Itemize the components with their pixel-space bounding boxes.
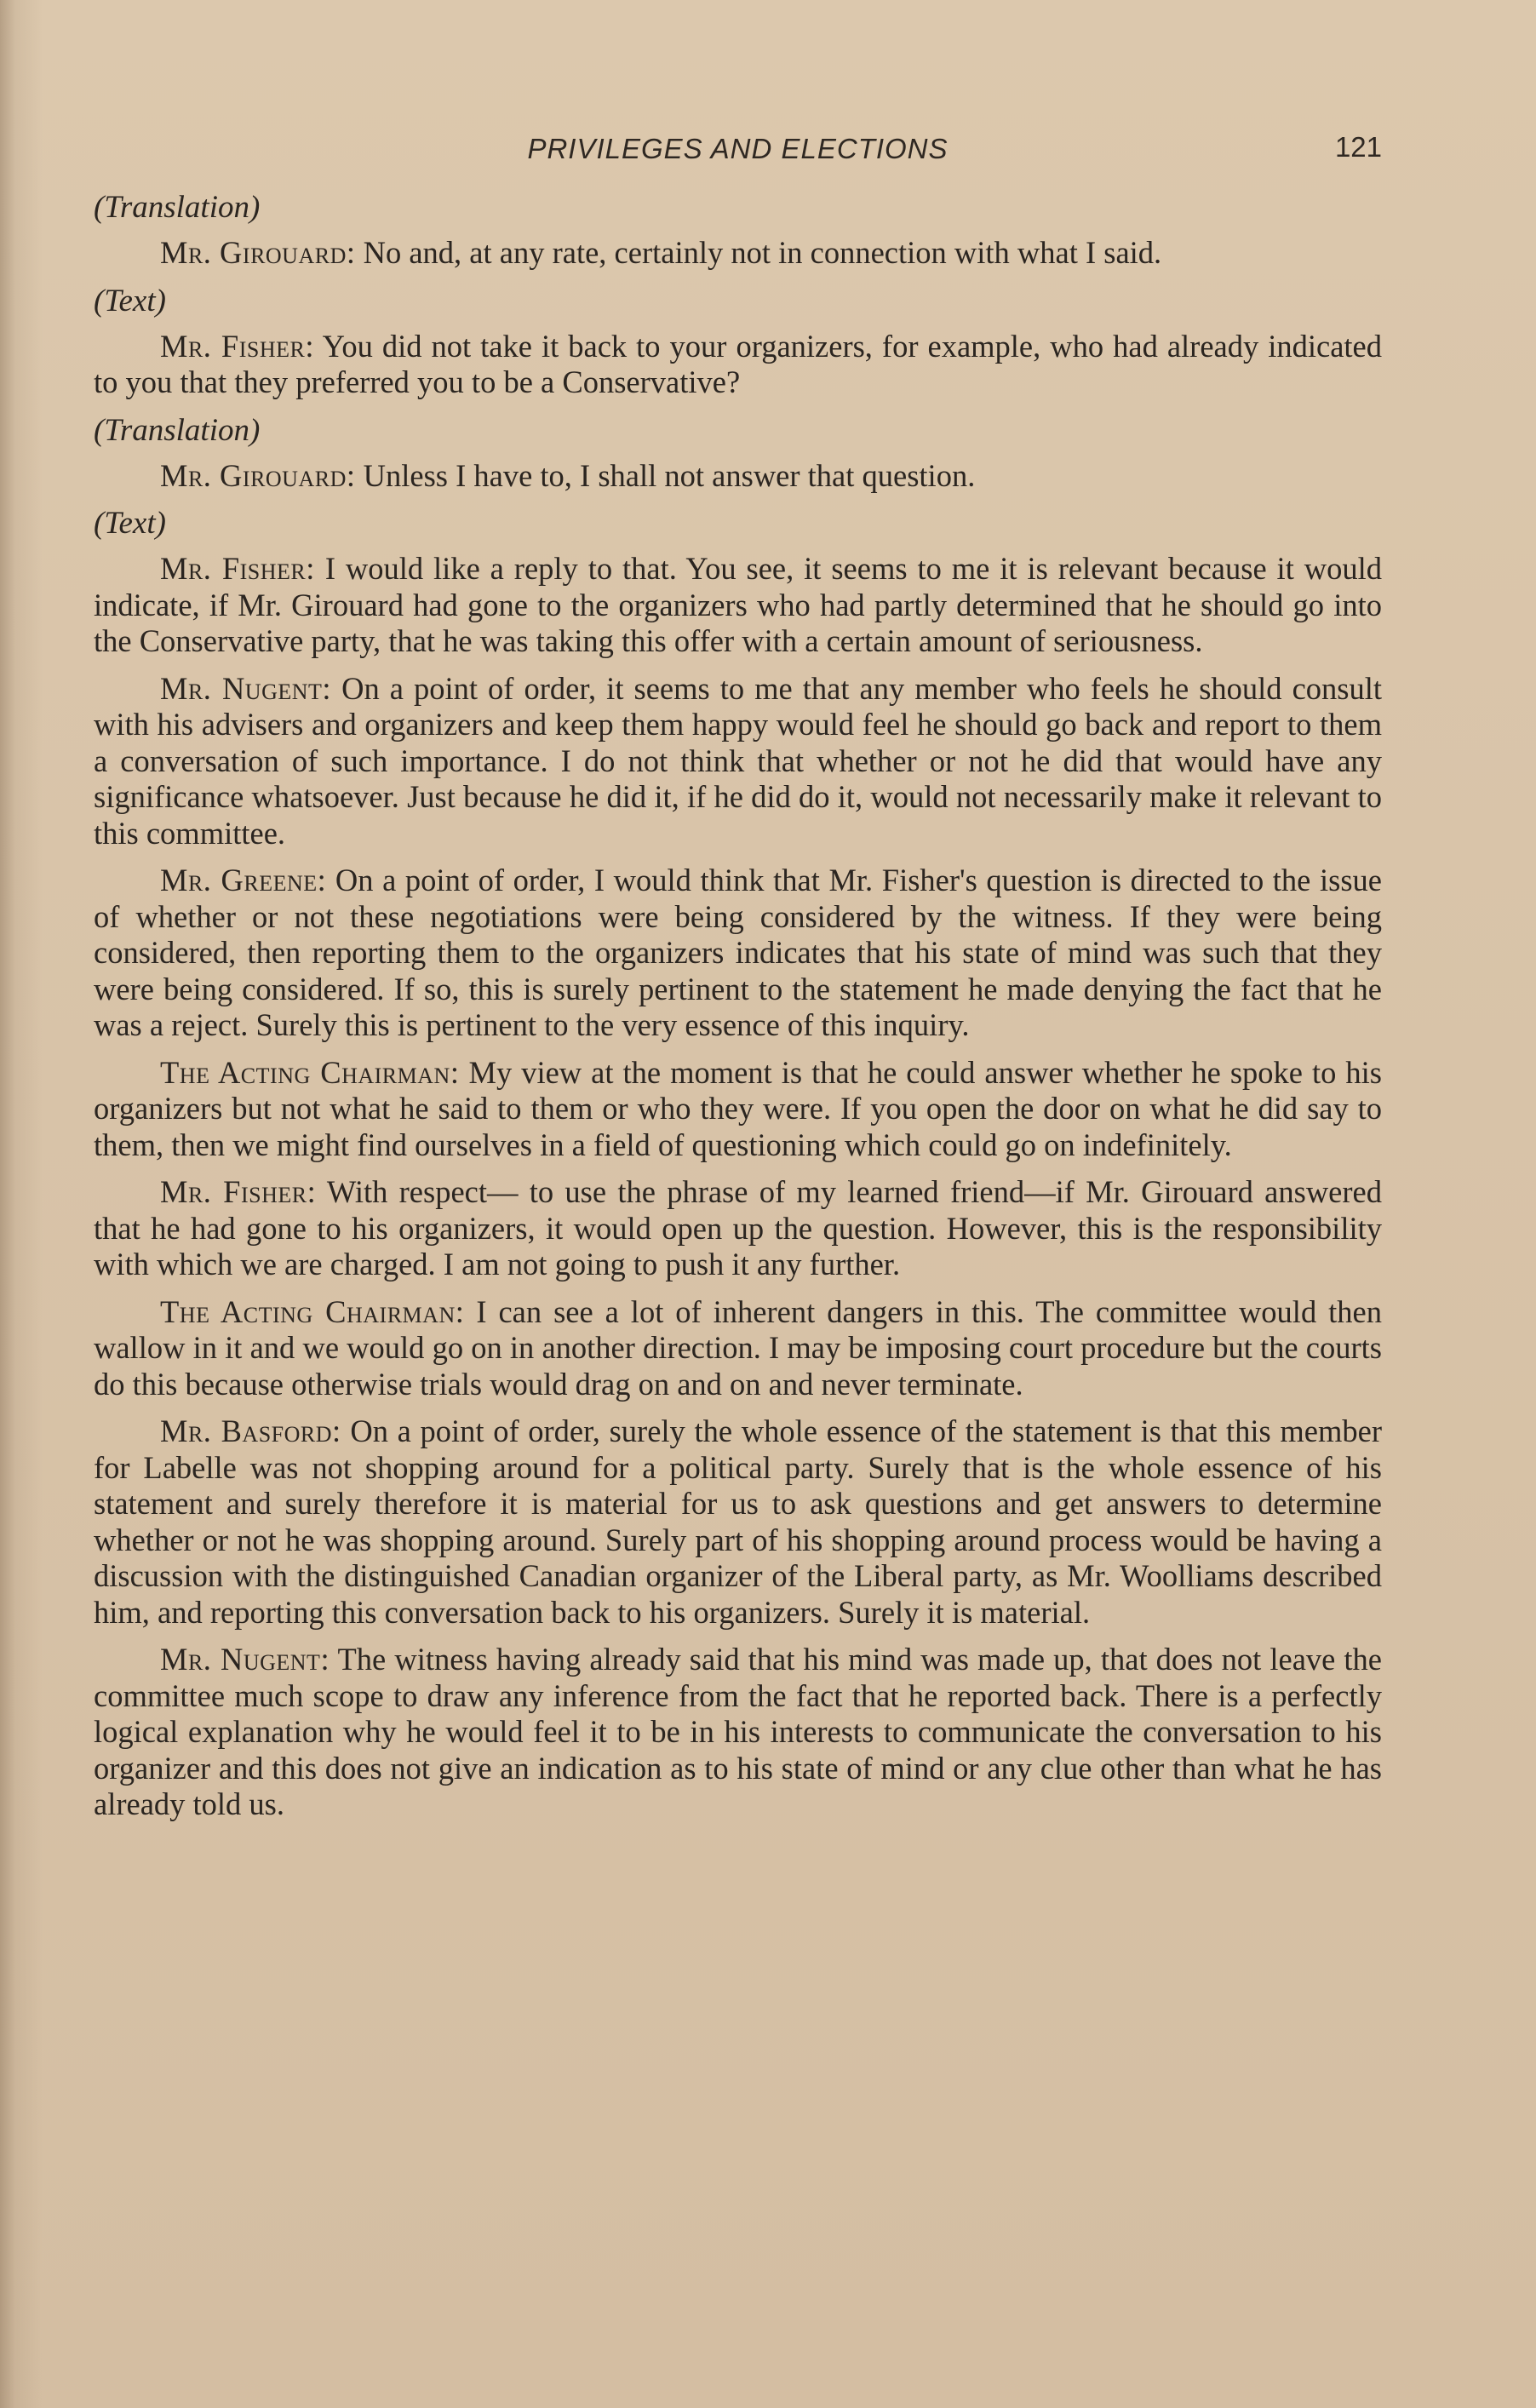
- speech-paragraph: [94, 1642, 1382, 1823]
- speech-text: On a point of order, surely the whole essence of the statement is that this member for Labelle was not shopping around for a political party. Surely that is the whole essence of his statement and surely therefore it is material for us to ask questions and get answers to determine whether or not he was shopping around. Surely part of his shopping around process would be having a discussion with the distinguished Canadian organizer of the Liberal party, as Mr. Woolliams described him, and reporting this conversation back to his organizers. Surely it is material.: [94, 1413, 1383, 1630]
- section-label: (Text): [94, 506, 166, 541]
- page-number: 121: [1334, 131, 1382, 163]
- speech-paragraph: [94, 458, 1382, 495]
- speech-text: The witness having already said that his mind was made up, that does not leave the committee much scope to draw any inference from the fact that he reported back. There is a perfectly logical explanation why he would feel it to be in his interests to communicate the conversation to his organizer and this does not give an indication as to his state of mind or any clue other than what he has already told us.: [94, 1642, 1383, 1821]
- speech-text: My view at the moment is that he could answer whether he spoke to his organizers but not what he said to them or who they were. If you open the door on what he did say to them, then we might find ourselves in a field of questioning which could go on indefinitely.: [94, 1054, 1382, 1162]
- speech-text: I can see a lot of inherent dangers in this. The committee would then wallow in it and we would go on in another direction. I may be imposing court procedure but the courts do this because otherwise trials would drag on and on and never terminate.: [94, 1293, 1382, 1402]
- speech-text: With respect— to use the phrase of my learned friend—if Mr. Girouard answered that he had gone to his organizers, it would open up the question. However, this is the responsibility with which we are charged. I am not going to push it any further.: [94, 1174, 1382, 1281]
- speaker-name: Mr. Basford:: [160, 1413, 341, 1448]
- speaker-name: Mr. Girouard:: [160, 235, 356, 270]
- speech-paragraph: [94, 863, 1382, 1044]
- speaker-name: The Acting Chairman:: [160, 1054, 460, 1090]
- speech-text: Unless I have to, I shall not answer that question.: [363, 457, 976, 493]
- speech-paragraph: [94, 1413, 1382, 1631]
- speech-paragraph: [94, 671, 1382, 852]
- speaker-name: The Acting Chairman:: [160, 1293, 465, 1329]
- speech-text: I would like a reply to that. You see, it seems to me it is relevant because it would indicate, if Mr. Girouard had gone to the organizers who had partly determined that he should go into the Conservative party, that he was taking this offer with a certain amount of seriousness.: [94, 551, 1382, 658]
- speech-text: No and, at any rate, certainly not in connection with what I said.: [363, 235, 1162, 270]
- speech-paragraph: [94, 551, 1382, 660]
- speaker-name: Mr. Greene:: [160, 863, 327, 897]
- speech-paragraph: [94, 235, 1382, 272]
- speech-paragraph: [94, 1055, 1382, 1164]
- speaker-name: Mr. Fisher:: [160, 551, 315, 586]
- speaker-name: Mr. Fisher:: [160, 1174, 317, 1209]
- speech-paragraph: [94, 1294, 1382, 1403]
- speech-paragraph: [94, 329, 1382, 401]
- section-label: (Text): [94, 283, 166, 318]
- speech-text: On a point of order, I would think that Mr. Fisher's question is directed to the issue of whether or not these negotiations were being considered by the witness. If they were being considered, then reporting them to the organizers indicates that his state of mind was such that they were being considered. If so, this is surely pertinent to the statement he made denying the fact that he was a reject. Surely this is pertinent to the very essence of this inquiry.: [94, 863, 1382, 1042]
- page-content: [94, 128, 1382, 1834]
- speaker-name: Mr. Nugent:: [160, 670, 332, 706]
- speaker-name: Mr. Nugent:: [160, 1642, 330, 1677]
- running-head: [94, 128, 1382, 179]
- speech-text: On a point of order, it seems to me that any member who feels he should consult with his advisers and organizers and keep them happy would feel he should go back and report to them a conversation of such importance. I do not think that whether or not he did that would have any significance whatsoever. Just because he did it, if he did do it, would not necessarily make it relevant to this committee.: [94, 670, 1383, 851]
- speech-paragraph: [94, 1174, 1382, 1283]
- speech-text: You did not take it back to your organizers, for example, who had already indicated to you that they preferred you to be a Conservative?: [94, 328, 1383, 399]
- running-head-title: PRIVILEGES AND ELECTIONS: [527, 133, 949, 164]
- speaker-name: Mr. Girouard:: [160, 457, 356, 493]
- section-label: (Translation): [94, 190, 261, 225]
- section-label: (Translation): [94, 412, 261, 448]
- speaker-name: Mr. Fisher:: [160, 328, 314, 364]
